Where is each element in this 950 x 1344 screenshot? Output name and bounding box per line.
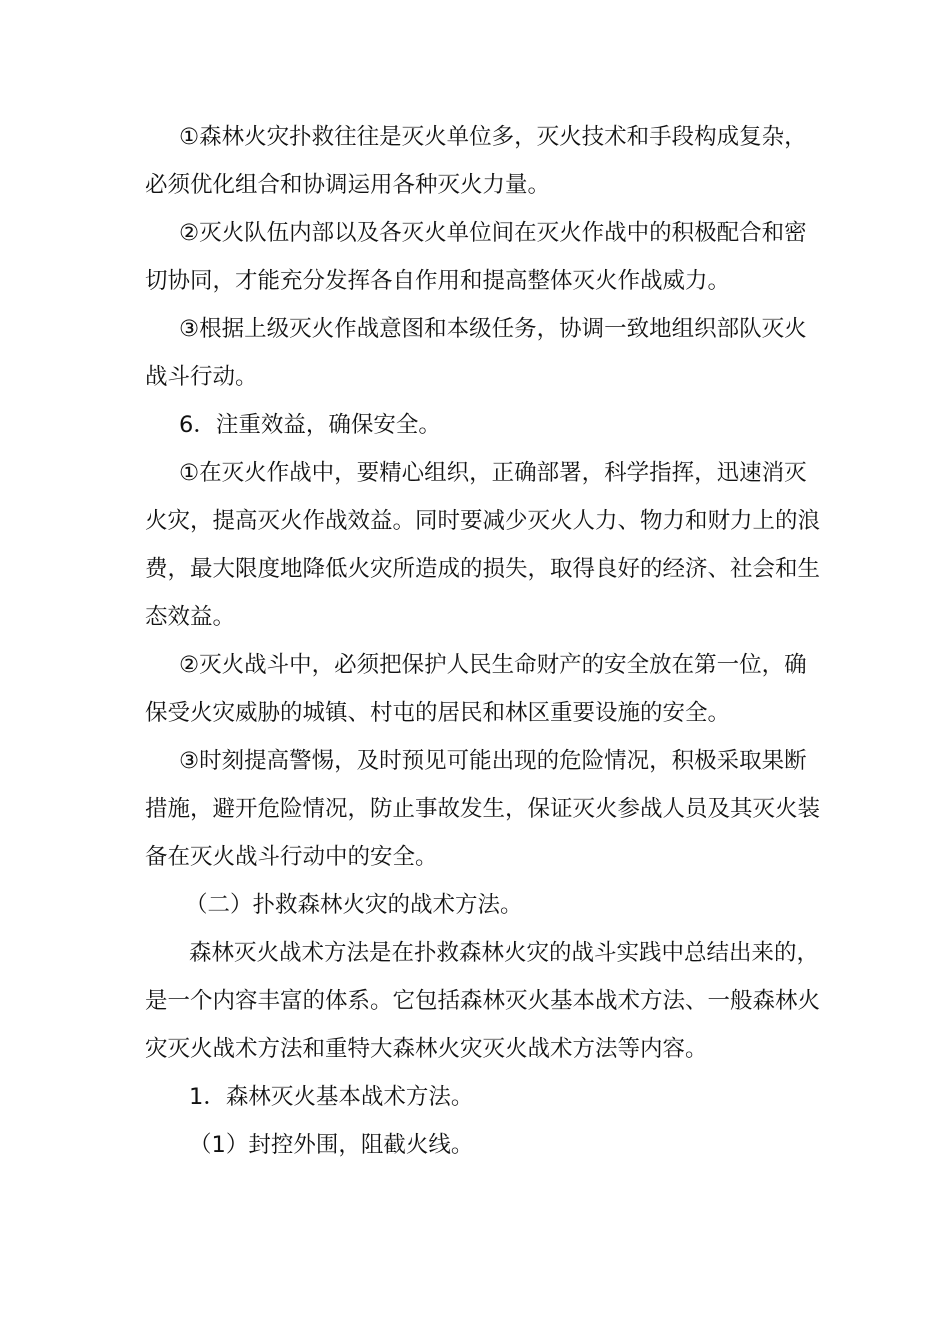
paragraph-coordination-2 — [145, 209, 809, 305]
paragraph-safety-3 — [145, 737, 821, 881]
paragraph-tactics-intro — [145, 929, 821, 1073]
text-line: 是一个内容丰富的体系。它包括森林灭火基本战术方法、一般森林火 — [145, 988, 821, 1014]
text-line: 备在灭火战斗行动中的安全。 — [145, 844, 438, 870]
section-heading-tactics — [145, 881, 809, 929]
text-line: ①森林火灾扑救往往是灭火单位多，灭火技术和手段构成复杂， — [179, 124, 807, 150]
heading-text: 1．森林灭火基本战术方法。 — [189, 1084, 474, 1110]
text-line: ②灭火队伍内部以及各灭火单位间在灭火作战中的积极配合和密 — [179, 220, 807, 246]
document-body — [145, 113, 821, 1169]
text-line: 火灾，提高灭火作战效益。同时要减少灭火人力、物力和财力上的浪 — [145, 508, 821, 534]
text-line: 切协同，才能充分发挥各自作用和提高整体灭火作战威力。 — [145, 268, 731, 294]
text-line: ③根据上级灭火作战意图和本级任务，协调一致地组织部队灭火 — [179, 316, 807, 342]
text-line: 费，最大限度地降低火灾所造成的损失，取得良好的经济、社会和生 — [145, 556, 821, 582]
text-line: ③时刻提高警惕，及时预见可能出现的危险情况，积极采取果断 — [179, 748, 807, 774]
section-heading-6 — [145, 401, 809, 449]
text-line: 必须优化组合和协调运用各种灭火力量。 — [145, 172, 551, 198]
paragraph-safety-2 — [145, 641, 809, 737]
paragraph-efficiency-1 — [145, 449, 821, 641]
text-line: 态效益。 — [145, 604, 236, 630]
heading-text: （二）扑救森林火灾的战术方法。 — [185, 892, 523, 918]
paragraph-coordination-3 — [145, 305, 809, 401]
text-line: 保受火灾威胁的城镇、村屯的居民和林区重要设施的安全。 — [145, 700, 731, 726]
text-line: 灾灭火战术方法和重特大森林火灾灭火战术方法等内容。 — [145, 1036, 708, 1062]
paragraph-coordination-1 — [145, 113, 809, 209]
text-line: ②灭火战斗中，必须把保护人民生命财产的安全放在第一位，确 — [179, 652, 807, 678]
heading-text: 6．注重效益，确保安全。 — [179, 412, 441, 438]
heading-text: （1）封控外围，阻截火线。 — [189, 1132, 474, 1158]
text-line: 森林灭火战术方法是在扑救森林火灾的战斗实践中总结出来的， — [189, 940, 820, 966]
section-heading-1 — [145, 1073, 809, 1121]
text-line: ①在灭火作战中，要精心组织，正确部署，科学指挥，迅速消灭 — [179, 460, 807, 486]
subsection-heading-1-1 — [145, 1121, 809, 1169]
text-line: 措施，避开危险情况，防止事故发生，保证灭火参战人员及其灭火装 — [145, 796, 821, 822]
text-line: 战斗行动。 — [145, 364, 258, 390]
